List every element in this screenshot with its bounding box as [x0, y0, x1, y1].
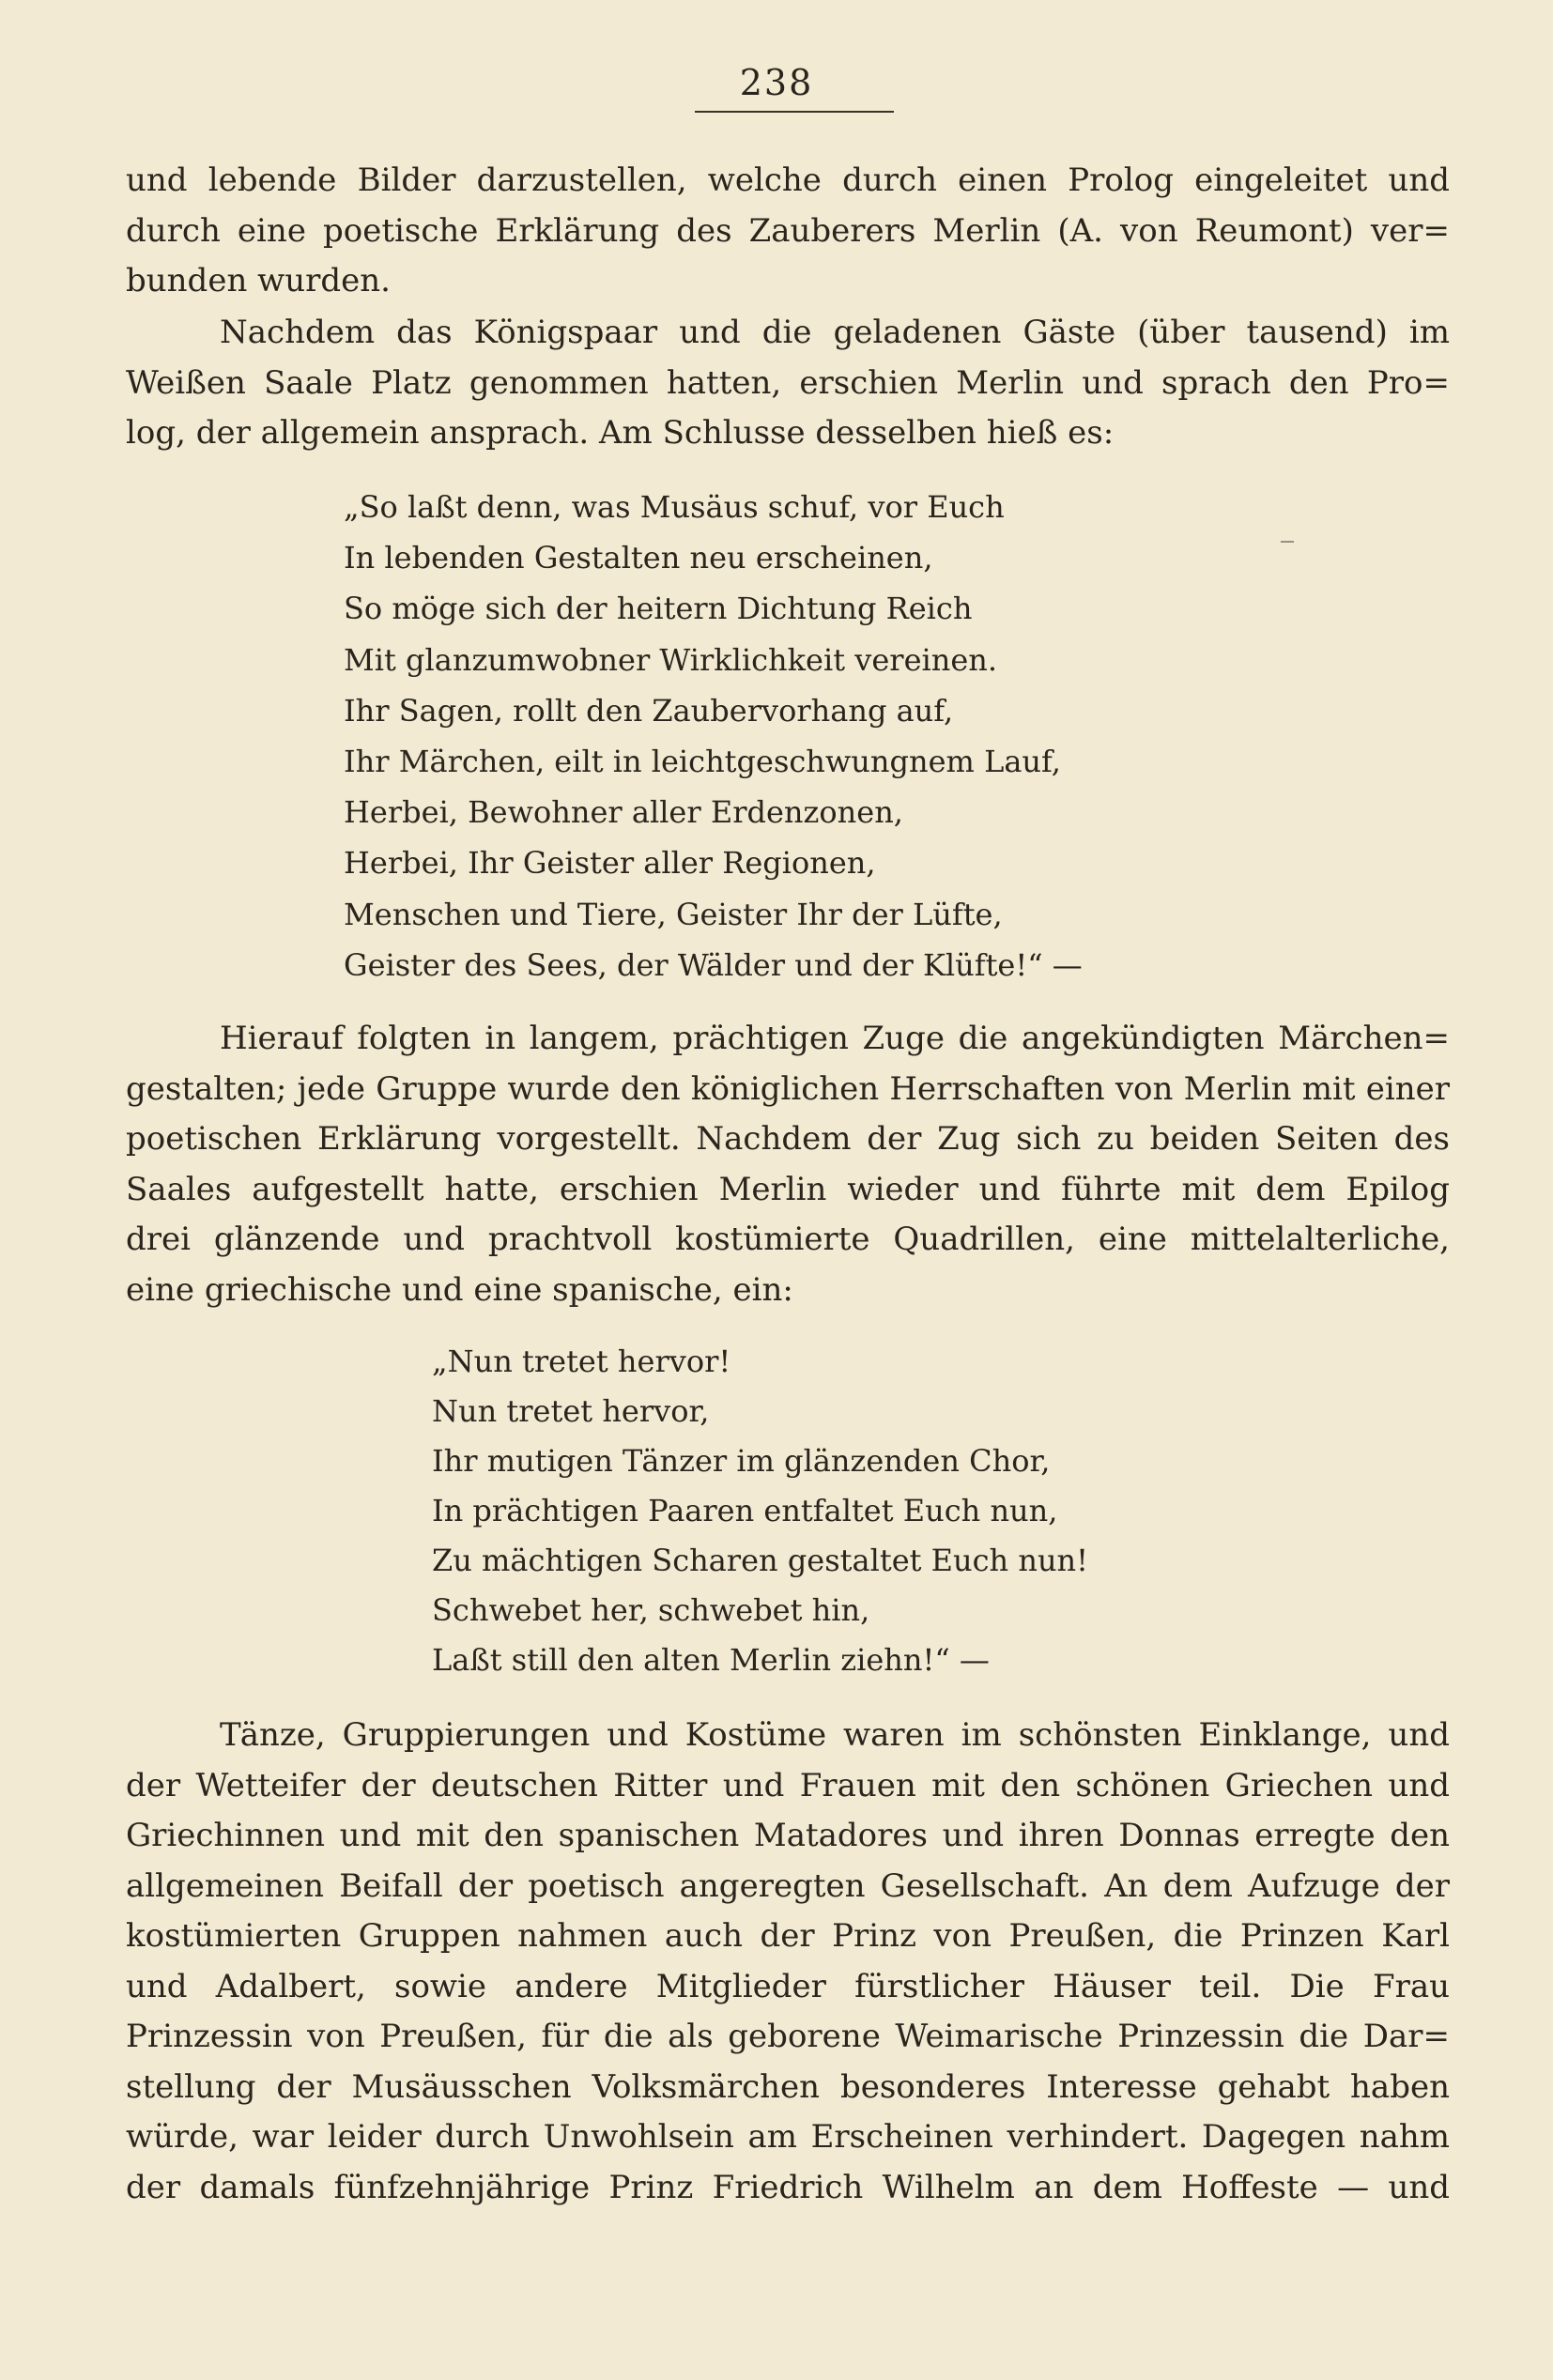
verse-line: „So laßt denn, was Musäus schuf, vor Euch: [344, 489, 1005, 525]
text-line: Nachdem das Königspaar und die geladenen Gäste (über tausend) im: [220, 314, 1450, 351]
verse-line: Ihr Märchen, eilt in leichtgeschwungnem Lauf,: [344, 744, 1061, 780]
text-line: stellung der Musäusschen Volksmärchen besonderes Interesse gehabt haben: [126, 2067, 1450, 2106]
text-line: eine griechische und eine spanische, ein:: [126, 1270, 793, 1309]
paragraph-4: [126, 1711, 1450, 2213]
verse-line: Geister des Sees, der Wälder und der Klüfte!“ —: [344, 946, 1083, 983]
paragraph-3: [126, 1014, 1450, 1315]
verse-line: In lebenden Gestalten neu erscheinen,: [344, 540, 933, 576]
verse-line: In prächtigen Paaren entfaltet Euch nun,: [432, 1493, 1058, 1528]
prolog-verse: [344, 482, 1083, 990]
text-line: gestalten; jede Gruppe wurde den königlichen Herrschaften von Merlin mit einer: [126, 1069, 1450, 1108]
text-line: drei glänzende und prachtvoll kostümierte Quadrillen, eine mittelalterliche,: [126, 1221, 1450, 1258]
text-line: Weißen Saale Platz genommen hatten, erschien Merlin und sprach den Pro=: [126, 363, 1450, 402]
text-line: Prinzessin von Preußen, für die als geborene Weimarische Prinzessin die Dar=: [126, 2018, 1450, 2055]
verse-line: Ihr mutigen Tänzer im glänzenden Chor,: [432, 1443, 1051, 1479]
verse-line: Menschen und Tiere, Geister Ihr der Lüfte,: [344, 896, 1003, 932]
verse-line: „Nun tretet hervor!: [432, 1344, 731, 1379]
header-rule: [695, 111, 894, 113]
paragraph-2: [126, 308, 1450, 459]
page-number: 238: [739, 62, 814, 103]
text-line: der Wetteifer der deutschen Ritter und Frauen mit den schönen Griechen und: [126, 1766, 1450, 1804]
verse-line: Herbei, Bewohner aller Erdenzonen,: [344, 794, 903, 831]
text-line: poetischen Erklärung vorgestellt. Nachdem der Zug sich zu beiden Seiten des: [126, 1120, 1450, 1158]
verse-line: Schwebet her, schwebet hin,: [432, 1592, 870, 1628]
text-line: Tänze, Gruppierungen und Kostüme waren im schönsten Einklange, und: [220, 1716, 1450, 1754]
text-line: log, der allgemein ansprach. Am Schlusse desselben hieß es:: [126, 414, 1115, 452]
text-line: bunden wurden.: [126, 262, 391, 299]
text-line: Griechinnen und mit den spanischen Matadores und ihren Donnas erregte den: [126, 1817, 1450, 1854]
verse-line: Mit glanzumwobner Wirklichkeit vereinen.: [344, 641, 998, 678]
text-line: durch eine poetische Erklärung des Zauberers Merlin (A. von Reumont) ver=: [126, 211, 1450, 250]
text-line: allgemeinen Beifall der poetisch angeregten Gesellschaft. An dem Aufzuge der: [126, 1866, 1450, 1905]
text-line: kostümierten Gruppen nahmen auch der Prinz von Preußen, die Prinzen Karl: [126, 1917, 1450, 1955]
text-line: würde, war leider durch Unwohlsein am Erscheinen verhindert. Dagegen nahm: [126, 2118, 1450, 2156]
verse-line: So möge sich der heitern Dichtung Reich: [344, 591, 973, 627]
verse-line: Nun tretet hervor,: [432, 1393, 710, 1429]
text-line: und lebende Bilder darzustellen, welche durch einen Prolog eingeleitet und: [126, 161, 1450, 199]
epilog-verse: [432, 1337, 1088, 1685]
verse-line: Laßt still den alten Merlin ziehn!“ —: [432, 1642, 990, 1678]
verse-line: Ihr Sagen, rollt den Zaubervorhang auf,: [344, 692, 954, 729]
verse-line: Zu mächtigen Scharen gestaltet Euch nun!: [432, 1543, 1089, 1578]
text-line: Hierauf folgten in langem, prächtigen Zuge die angekündigten Märchen=: [220, 1020, 1450, 1057]
text-line: und Adalbert, sowie andere Mitglieder fürstlicher Häuser teil. Die Frau: [126, 1967, 1450, 2005]
text-line: Saales aufgestellt hatte, erschien Merlin wieder und führte mit dem Epilog: [126, 1170, 1450, 1208]
verse-line: Herbei, Ihr Geister aller Regionen,: [344, 845, 876, 882]
paragraph-1: [126, 156, 1450, 307]
pencil-mark: [1281, 541, 1294, 543]
text-line: der damals fünfzehnjährige Prinz Friedrich Wilhelm an dem Hoffeste — und: [126, 2168, 1450, 2206]
